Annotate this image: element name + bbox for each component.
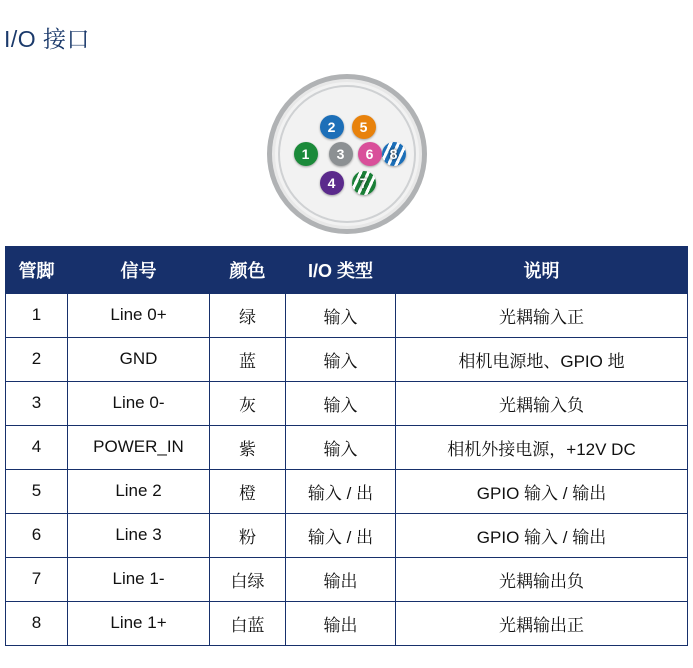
- cell-io-type: 输入 / 出: [286, 513, 396, 557]
- connector-pin-label: 8: [389, 145, 398, 162]
- cell-io-type: 输出: [286, 557, 396, 601]
- cell-signal: Line 2: [68, 469, 210, 513]
- cell-io-type: 输入: [286, 337, 396, 381]
- connector-pin-label: 5: [359, 118, 368, 135]
- table-row: [6, 381, 688, 425]
- cell-color: 蓝: [210, 337, 286, 381]
- cell-description: 光耦输出正: [396, 601, 688, 645]
- table-header-row: [6, 246, 688, 293]
- cell-signal: Line 1+: [68, 601, 210, 645]
- cell-signal: Line 0+: [68, 293, 210, 337]
- table-row: [6, 337, 688, 381]
- cell-color: 紫: [210, 425, 286, 469]
- column-header-signal: 信号: [68, 246, 210, 293]
- cell-signal: Line 3: [68, 513, 210, 557]
- cell-pin: 3: [6, 381, 68, 425]
- table-row: [6, 601, 688, 645]
- cell-color: 白蓝: [210, 601, 286, 645]
- io-pin-table: [5, 246, 688, 646]
- page-title: I/O 接口: [4, 26, 91, 53]
- connector-pin-8: [382, 142, 406, 166]
- cell-pin: 4: [6, 425, 68, 469]
- table-row: [6, 425, 688, 469]
- cell-signal: Line 0-: [68, 381, 210, 425]
- connector-pin-6: [358, 142, 382, 166]
- column-header-desc: 说明: [396, 246, 688, 293]
- connector-pin-7: [352, 171, 376, 195]
- cell-color: 粉: [210, 513, 286, 557]
- cell-description: GPIO 输入 / 输出: [396, 469, 688, 513]
- connector-pin-4: [320, 171, 344, 195]
- table-row: [6, 513, 688, 557]
- cell-pin: 6: [6, 513, 68, 557]
- connector-pin-label: 2: [327, 118, 336, 135]
- column-header-pin: 管脚: [6, 246, 68, 293]
- connector-pin-label: 3: [336, 145, 345, 162]
- cell-signal: GND: [68, 337, 210, 381]
- cell-color: 白绿: [210, 557, 286, 601]
- connector-diagram-container: [0, 70, 693, 238]
- cell-io-type: 输入: [286, 425, 396, 469]
- cell-description: 相机电源地、GPIO 地: [396, 337, 688, 381]
- cell-description: 光耦输出负: [396, 557, 688, 601]
- cell-color: 绿: [210, 293, 286, 337]
- connector-pin-3: [329, 142, 353, 166]
- connector-pin-label: 6: [365, 145, 374, 162]
- connector-pin-5: [352, 115, 376, 139]
- io-connector-diagram: [267, 74, 427, 234]
- cell-io-type: 输入: [286, 293, 396, 337]
- table-row: [6, 469, 688, 513]
- cell-description: GPIO 输入 / 输出: [396, 513, 688, 557]
- cell-description: 光耦输入正: [396, 293, 688, 337]
- table-row: [6, 293, 688, 337]
- cell-color: 橙: [210, 469, 286, 513]
- connector-pin-label: 1: [301, 145, 310, 162]
- cell-pin: 1: [6, 293, 68, 337]
- cell-description: 光耦输入负: [396, 381, 688, 425]
- column-header-io: I/O 类型: [286, 246, 396, 293]
- cell-io-type: 输入: [286, 381, 396, 425]
- cell-pin: 8: [6, 601, 68, 645]
- cell-signal: Line 1-: [68, 557, 210, 601]
- cell-description: 相机外接电源，+12V DC: [396, 425, 688, 469]
- connector-pin-2: [320, 115, 344, 139]
- cell-io-type: 输出: [286, 601, 396, 645]
- connector-pin-label: 4: [327, 174, 336, 191]
- table-row: [6, 557, 688, 601]
- cell-color: 灰: [210, 381, 286, 425]
- connector-pin-label: 7: [359, 174, 368, 191]
- cell-pin: 5: [6, 469, 68, 513]
- cell-signal: POWER_IN: [68, 425, 210, 469]
- cell-pin: 7: [6, 557, 68, 601]
- cell-pin: 2: [6, 337, 68, 381]
- cell-io-type: 输入 / 出: [286, 469, 396, 513]
- connector-pin-1: [294, 142, 318, 166]
- column-header-color: 颜色: [210, 246, 286, 293]
